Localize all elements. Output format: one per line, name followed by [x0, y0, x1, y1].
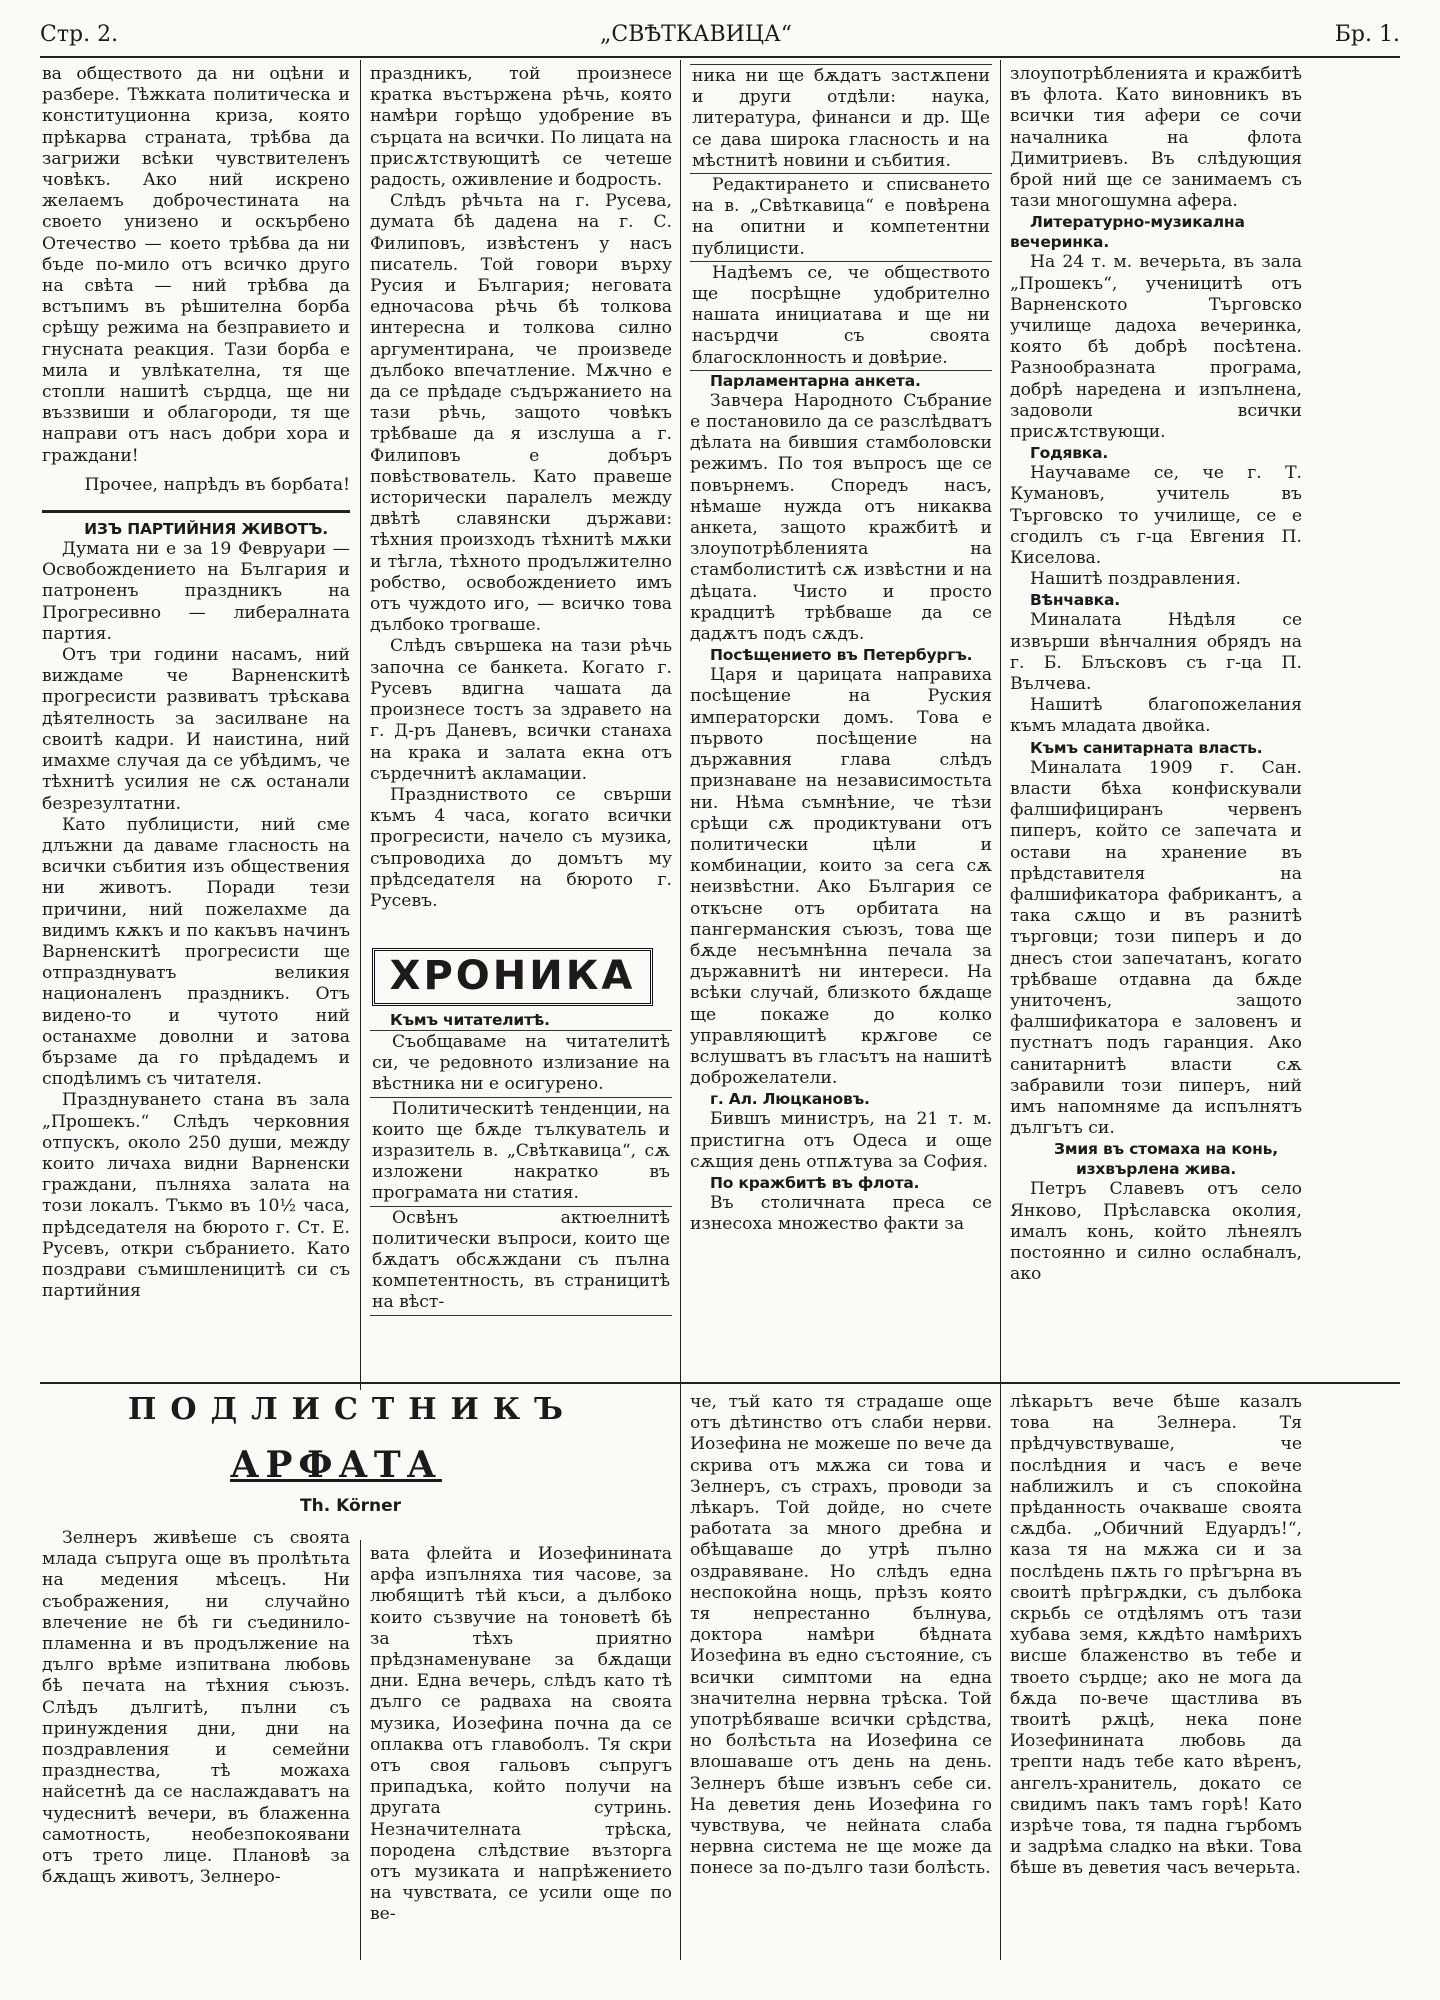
news-heading: Парламентарна анкета. [710, 371, 921, 390]
story-text: лѣкарьтъ вече бѣше казалъ това на Зелнера. Тя прѣдчувствуваше, че послѣдния и часъ е вече наближилъ и съ спокойна прѣданность очакваше своята сѫдба. „Обичний Едуардъ!“, каза тя на мѫжа си и за послѣдень пѫть го прѣгърна въ своитѣ прѣгрѫдки, съ дълбока скрьбь се отдѣлямъ отъ тази хубава земя, кѫдѣто намѣрихъ висше блаженство въ тебе и твоето сърдце; ако не мога да бѫда по-вече щастлива въ твоитѣ рѫцѣ, нека поне Иозефинината любовь да трепти надъ тебе като вѣренъ, ангелъ-хранитель, докато се свидимъ пакъ тамъ горѣ! Като изрѣче това, тя падна гърбомъ и задрѣма сладко на вѣки. Това бѣше въ деветия часъ вечерьта. [1010, 1392, 1302, 1879]
article-text: Нашитѣ благопожелания къмъ младата двойка. [1010, 695, 1302, 737]
column-divider [1000, 60, 1001, 1390]
readers-heading: Къмъ читателитѣ. [390, 1011, 550, 1029]
column-4 [1010, 64, 1302, 1374]
story-author: Th. Körner [300, 1496, 402, 1516]
story-text: вата флейта и Иозефинината арфа изпълняха тия часове, за любящитѣ тѣй къси, а дълбоко които съзвучие на тоноветѣ бѣ за тѣхъ приятно прѣдзнаменуване за бѫдащи дни. Една вечерь, слѣдъ като тѣ дълго се радваха на своята музика, Иозефина почна да се оплаква отъ главоболъ. Тя скри отъ своя гальовъ съпругъ припадъка, който получи на другата сутринь. Незначителната трѣска, породена слѣдствие възторга отъ музиката и напрѣжението на чувствата, се усили още по ве- [370, 1544, 672, 1925]
notice-box: Политическитѣ тенденции, на които ще бѫде тълкуватель и изразитель в. „Свѣткавица“, сѫ изложени накратко въ програмата ни статия. [370, 1098, 672, 1207]
article-text: Нашитѣ поздравления. [1030, 569, 1242, 590]
feuilleton-column-4 [1010, 1392, 1302, 1958]
notice-box: Надѣемъ се, че обществото ще посрѣщне удобрително нашата инициатава и ще ни насърдчи съ своята благосклонность и довѣрие. [690, 262, 992, 371]
article-text: Завчера Народното Събрание е постановило да се разслѣдватъ дѣлата на бившия стамболовски режимъ. По тоя въпросъ ще се повърнемъ. Споредъ насъ, нѣмаше нужда отъ никаква анкета, защото кражбитѣ и злоупотрѣбленията на стамболиститѣ сѫ извѣстни и на дѣцата. Чисто и просто крадцитѣ трѣбваше да се дадѫтъ подъ сѫдъ. [690, 390, 992, 645]
column-divider [680, 1390, 681, 1960]
article-text: Празднуването стана въ зала „Прошекъ.“ Слѣдъ черковния отпускъ, около 250 души, между които личаха видни Варненски граждани, пълняха залата на този локалъ. Тъкмо въ 10½ часа, прѣдседателя на бюрото г. Ст. Е. Русевъ, откри събранието. Като поздрави съмишленицитѣ си съ партийния [42, 1090, 350, 1302]
article-text: Отъ три години насамъ, ний виждаме че Варненскитѣ прогресисти развиватъ трѣскава дѣятелность за засилване на своитѣ кадри. И наистина, ний имахме случая да се убѣдимъ, че тѣхнитѣ усилия не сѫ останали безрезултатни. [42, 645, 350, 814]
news-heading: По кражбитѣ въ флота. [710, 1173, 920, 1192]
page-number: Стр. 2. [40, 22, 119, 47]
story-text: че, тъй като тя страдаше още отъ дѣтинство отъ слаби нерви. Иозефина не можеше по вече да скрива отъ мѫжа си това и Зелнеръ, съ страхъ, проводи за лѣкаръ. Той дойде, но счете работата за много дребна и обѣщаваше до утрѣ пълно оздравяване. Но слѣдъ една неспокойна нощь, прѣзъ която тя непрестанно бълнува, доктора намѣри бѣдната Иозефина въ едно състояние, съ всички симптоми на една значителна нервна трѣска. Той употрѣбяваше всички срѣдства, но болѣстьта на Иозефина се влошаваше отъ день на день. Зелнеръ бѣше извънъ себе си. На деветия день Иозефина го чувствува, че нейната слаба нервна система не ще може да понесе за по-дълго тази болѣсть. [690, 1392, 992, 1879]
article-closing: Прочее, напрѣдъ въ борбата! [84, 474, 350, 495]
feuilleton-column-2 [370, 1544, 672, 1958]
column-3 [690, 64, 992, 1374]
news-heading: Змия въ стомаха на конь, изхвърлена жива. [1054, 1140, 1278, 1179]
section-heading: ИЗЪ ПАРТИЙНИЯ ЖИВОТЪ. [84, 520, 328, 539]
news-heading: Посѣщението въ Петербургъ. [710, 646, 973, 665]
feuilleton-column-3 [690, 1392, 992, 1958]
news-heading: Годявка. [1030, 444, 1109, 463]
header-rule [40, 56, 1400, 58]
column-divider [1000, 1390, 1001, 1960]
notice-box: ника ни ще бѫдатъ застѫпени и други отдѣли: наука, литература, финанси и др. Ще се дава широка гласность и на мѣстнитѣ новини и събития. [690, 64, 992, 174]
news-heading: Къмъ санитарната власть. [1030, 738, 1263, 757]
story-text: Зелнеръ живѣеше съ своята млада съпруга още въ пролѣтьта на медения мѣсецъ. Ни съображения, ни случайно влечение не бѣ ги съединило-пламенна и въ продължение на дълго врѣме изпитвана любовь бѣ печата на тѣхния съюзъ. Слѣдъ дългитѣ, пълни съ принуждения дни, дни на поздравления и семейни празднества, тѣ можаха найсетнѣ да се наслаждаватъ на чудеснитѣ вечери, въ блаженна самотность, необезпокоявани отъ трето лице. Плановѣ за бѫдащъ животъ, Зелнеро- [42, 1528, 350, 1888]
news-heading: Литературно-музикална вечеринка. [1010, 213, 1245, 252]
article-text: Миналата Нѣдѣля се извърши вѣнчалния обрядъ на г. Б. Блъсковъ съ г-ца П. Вълчева. [1010, 610, 1302, 695]
column-2 [370, 64, 672, 944]
story-title: АРФАТА [230, 1444, 442, 1486]
column-2-chronicle [370, 1010, 672, 1380]
column-divider [360, 1540, 361, 1960]
feuilleton-label: ПОДЛИСТНИКЪ [128, 1392, 577, 1427]
news-heading: Вѣнчавка. [1030, 591, 1120, 610]
article-text: Въ столичната преса се изнесоха множество факти за [690, 1192, 992, 1235]
column-divider [360, 60, 361, 1390]
article-text: Като публицисти, ний сме длъжни да даваме гласность на всички събития изъ обществения ни животъ. Поради тези причини, ний пожелахме да видимъ кѫкъ и по какъвъ начинъ Варненскитѣ прогресисти ще отпразднуватъ великия националенъ праздникъ. Отъ видено-то и чутото ний останахме доволни и затова бързаме да го прѣдадемъ и сподѣлимъ съ читателя. [42, 814, 350, 1090]
article-text: Думата ни е за 19 Февруари — Освобождението на България и патроненъ праздникъ на Прогресивно — либералната партия. [42, 539, 350, 644]
column-1 [42, 64, 350, 1364]
article-text: Слѣдъ рѣчьта на г. Русева, думата бѣ дадена на г. С. Филиповъ, извѣстенъ у насъ писатель. Той говори върху Русия и България; неговата едночасова рѣчь бѣ толкова интересна и толкова силно аргументирана, че произведе дълбоко впечатление. Мѫчно е да се прѣдаде съдържанието на тази рѣчь, защото човѣкъ трѣбваше да я изслуша а г. Филиповъ е добъръ повѣствователь. Като правеше исторически паралелъ между двѣтѣ славянски държави: тѣхния произходъ тѣхнитѣ мѫки и тѣгла, тѣхното продължително робство, освобождението имъ отъ чуждото иго, — всичко това дълбоко трогваше. [370, 191, 672, 636]
article-text: Петръ Славевъ отъ село Янково, Прѣславска околия, ималъ конь, който лѣнеялъ постоянно и силно ослабналъ, ако [1010, 1179, 1302, 1285]
section-rule [42, 510, 350, 513]
article-text: Научаваме се, че г. Т. Кумановъ, учитель въ Търговско то училище, се е сгодилъ съ г-ца Евгения П. Киселова. [1010, 463, 1302, 569]
column-divider [680, 60, 681, 1390]
news-heading: г. Ал. Люцкановъ. [710, 1090, 870, 1109]
article-text: Бившъ министръ, на 21 т. м. пристигна отъ Одеса и още сѫщия день отпѫтува за София. [690, 1109, 992, 1172]
article-text: Праздниството се свърши къмъ 4 часа, когато всички прогресисти, начело съ музика, съпроводиха до домътъ му прѣдседателя на бюрото г. Русевъ. [370, 784, 672, 911]
article-text: Слѣдъ свършека на тази рѣчь започна се банкета. Когато г. Русевъ вдигна чашата да произнесе тостъ за здравето на г. Д-ръ Даневъ, всички станаха на крака и залата екна отъ сърдечнитѣ акламации. [370, 636, 672, 784]
issue-number: Бр. 1. [1334, 22, 1400, 47]
article-text: ва обществото да ни оцѣни и разбере. Тѣжката политическа и конституционна криза, която прѣкарва страната, трѣбва да загрижи всѣки чувствителенъ човѣкъ. Ако ний искрено желаемъ доброчестината на своето унизено и оскърбено Отечество — което трѣбва да ни бъде по-мило отъ всичко друго на свѣта — ний трѣбва да встъпимъ въ рѣшителна борба срѣщу режима на безправието и гнусната реакция. Тази борба е мила и увлѣкателна, тя ще стопли нашитѣ сърдца, ще ни въззвиши и облагороди, тя ще направи отъ насъ добри хора и граждани! [42, 64, 350, 466]
notice-box: Освѣнъ актюелнитѣ политически въпроси, които ще бѫдатъ обсѫждани съ пълна компетентность, въ страницитѣ на вѣст- [370, 1207, 672, 1316]
running-header [40, 22, 1400, 52]
article-text: Царя и царицата направиха посѣщение на Руския императорски домъ. Това е първото посѣщение на държавния глава слѣдъ признаване на независимостьта ни. Нѣма съмнѣние, че тѣзи срѣщи сѫ продиктувани отъ политически цѣли и комбинации, които за сега сѫ неизвѣстни. Ако България се откъсне отъ орбитата на пангерманския съюзъ, това ще бѫде несъмнѣнна печала за държавнитѣ ни интереси. На всѣки случай, близкото бѫдаще ще покаже до колко управляющитѣ крѫгове се вслушватъ въ гласътъ на нашитѣ доброжелатели. [690, 665, 992, 1089]
masthead: „СВѢТКАВИЦА“ [600, 22, 792, 47]
article-text: На 24 т. м. вечерьта, въ зала „Прошекъ“, ученицитѣ отъ Варненското Търговско училище дадоха вечеринка, която бѣ добрѣ посѣтена. Разнообразната програма, добрѣ наредена и изпълнена, задоволи всички присѫтствующи. [1010, 252, 1302, 443]
feuilleton-column-1 [42, 1528, 350, 1958]
feuilleton-rule [40, 1382, 1400, 1384]
article-text: праздникъ, той произнесе кратка въстържена рѣчь, която намѣри горѣщо удобрение въ сърцата на всички. По лицата на присѫтствующитѣ се четеше радость, оживление и бодрость. [370, 64, 672, 191]
article-text: Миналата 1909 г. Сан. власти бѣха конфискували фалшифициранъ червенъ пиперъ, който се запечата и остави на хранение въ прѣдставителя на фалшификатора фабрикантъ, а така сѫщо и въ разнитѣ търговци; този пиперъ и до днесъ стои запечатанъ, когато трѣбваше отдавна да бѫде униточенъ, защото фалшификатора е заловенъ и пустнатъ подъ гаранция. Ако санитарнитѣ власти сѫ забравили този пиперъ, ний имъ напомняме да испълнятъ дългътъ си. [1010, 757, 1302, 1139]
notice-box: Редактирането и списването на в. „Свѣткавица“ е повѣрена на опитни и компетентни публицисти. [690, 174, 992, 262]
chronicle-heading: ХРОНИКА [372, 948, 653, 1006]
notice-box: Съобщаваме на читателитѣ си, че редовното излизание на вѣстника ни е осигурено. [370, 1030, 672, 1098]
article-text: злоупотрѣбленията и кражбитѣ въ флота. Като виновникъ въ всички тия афери се сочи началника на флота Димитриевъ. Въ слѣдующия брой ний ще се занимаемъ съ тази многошумна афера. [1010, 64, 1302, 212]
